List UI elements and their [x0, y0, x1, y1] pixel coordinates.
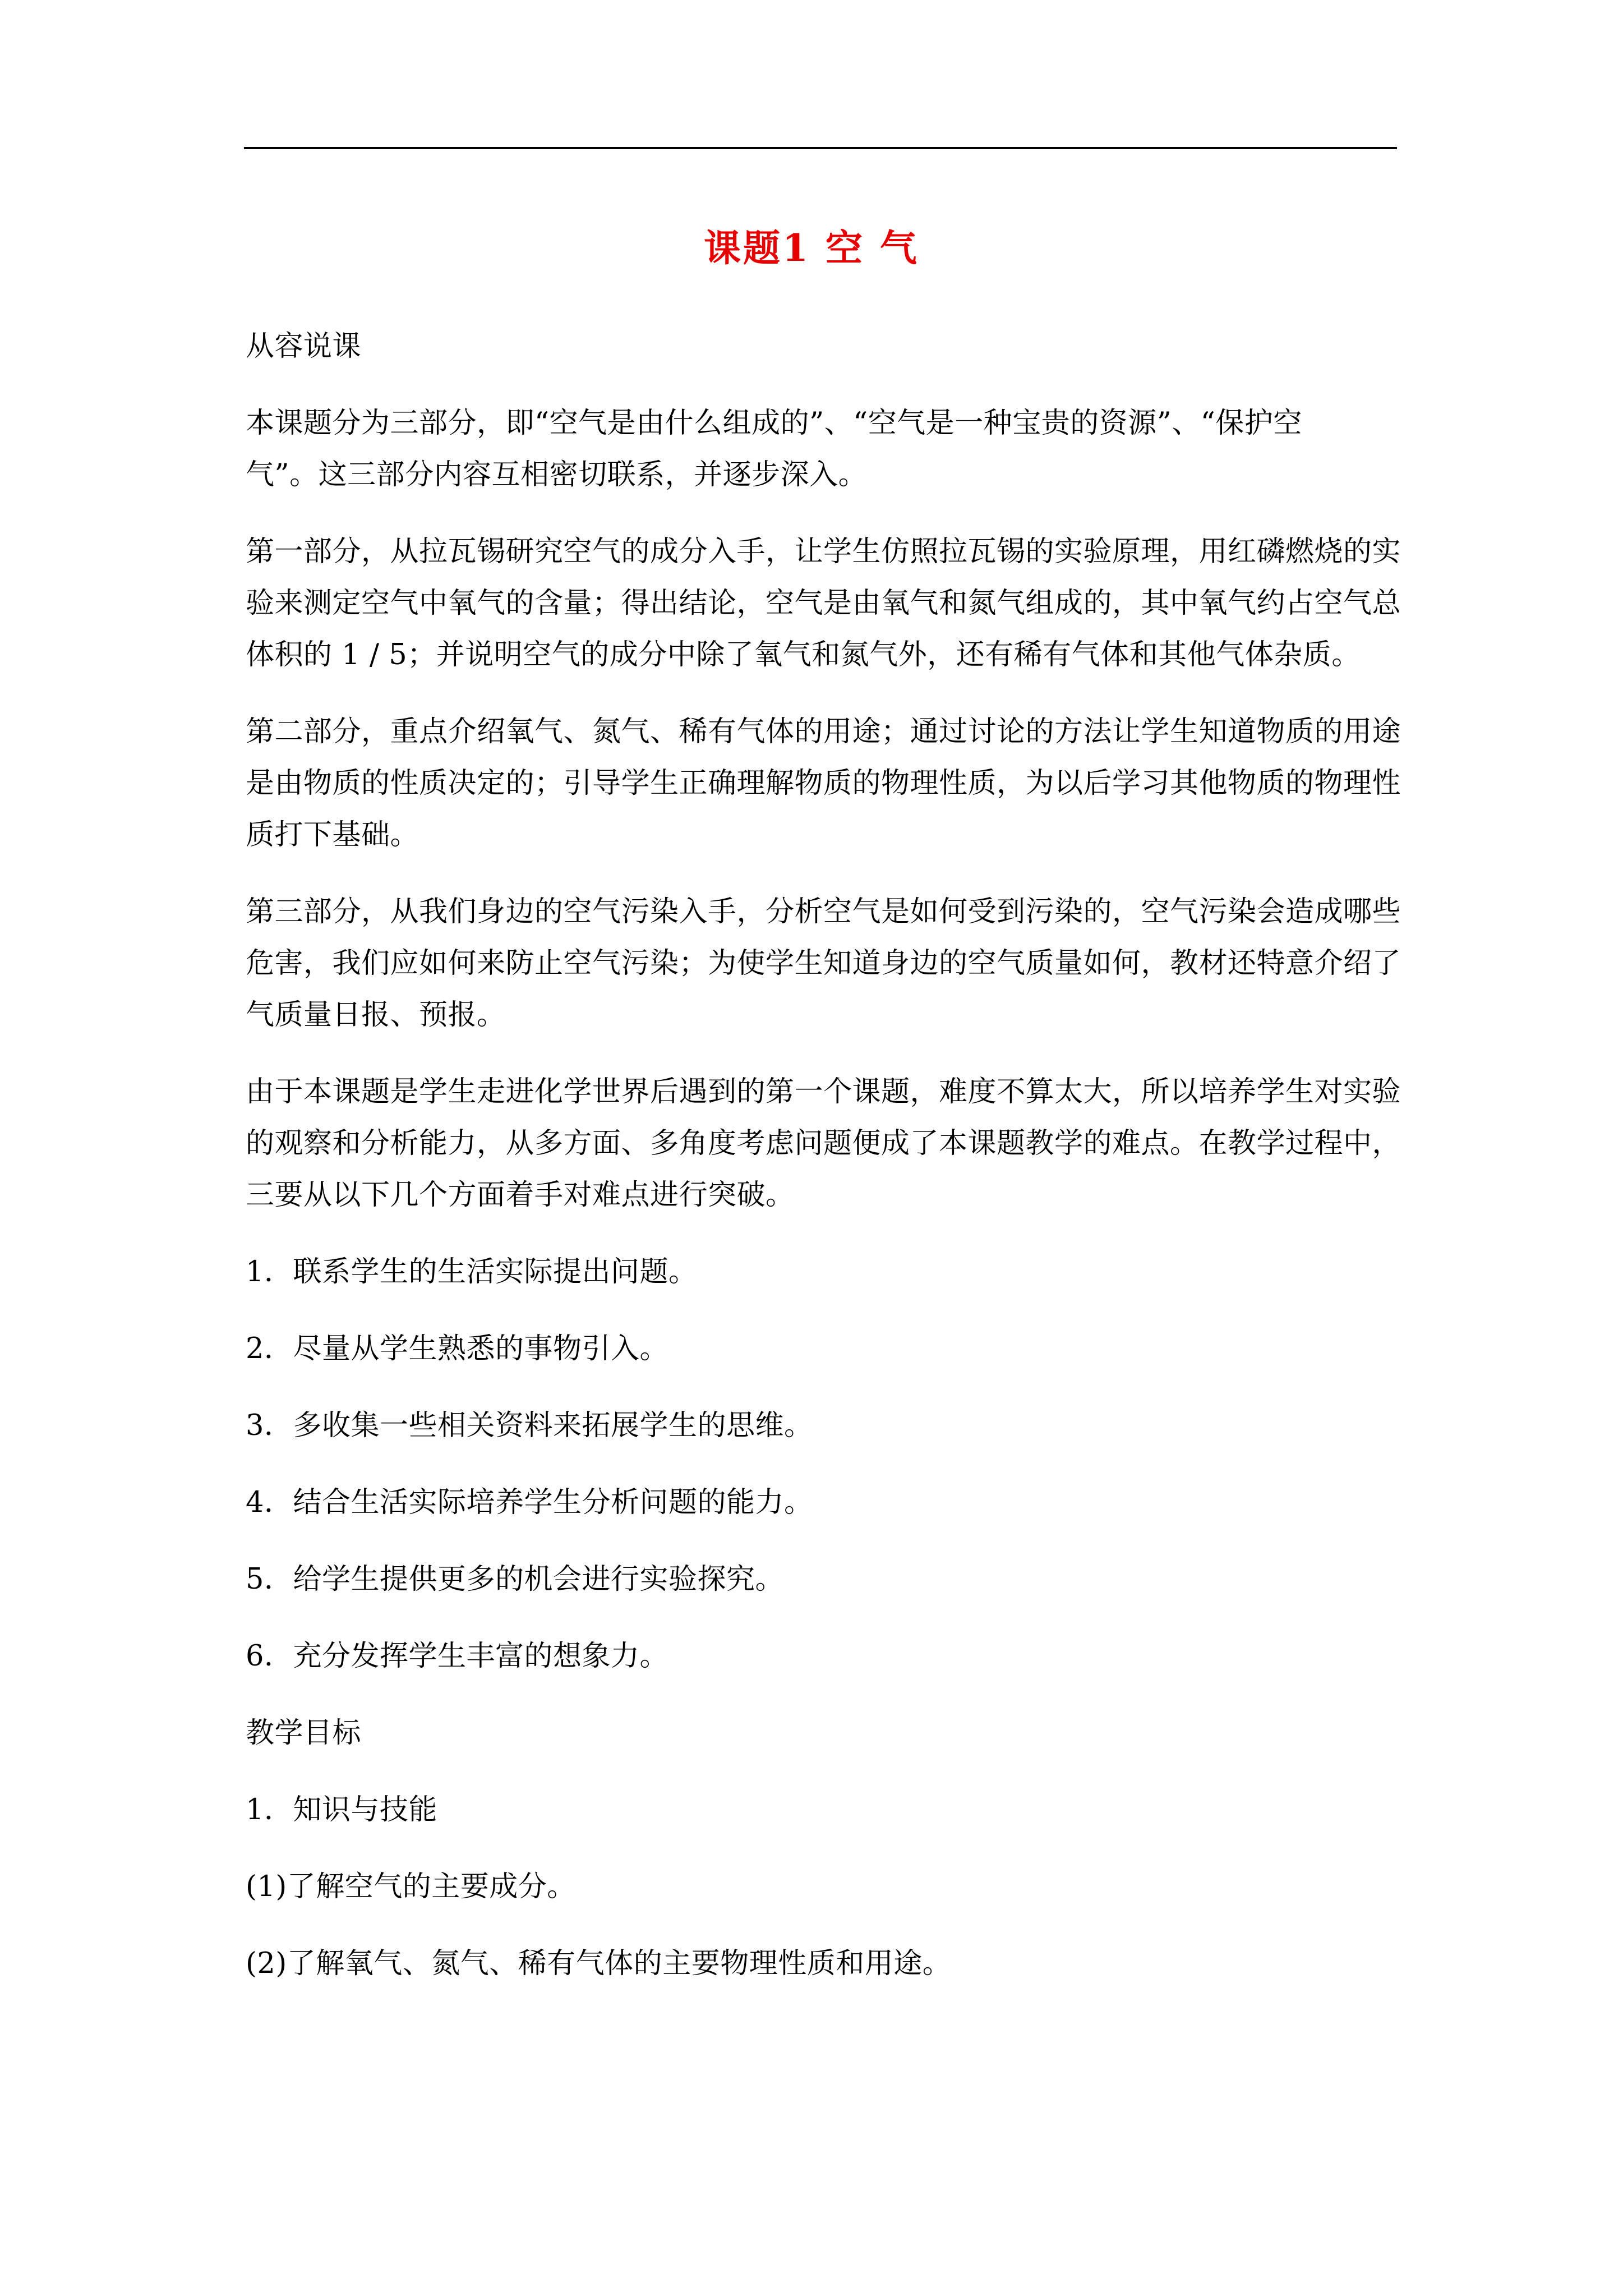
paragraph-gap [246, 681, 1401, 706]
paragraph-gap [246, 372, 1401, 398]
text-line: 三要从以下几个方面着手对难点进行突破。 [246, 1179, 795, 1212]
paragraph [246, 1631, 1401, 1682]
document-title: 课题1 空 气 [704, 226, 919, 270]
text-line: 第一部分，从拉瓦锡研究空气的成分入手，让学生仿照拉瓦锡的实验原理，用红磷燃烧的实 [246, 535, 1401, 568]
text-line: 1．知识与技能 [246, 1793, 437, 1826]
paragraph [246, 1861, 1401, 1913]
paragraph-gap [246, 861, 1401, 886]
text-line: 教学目标 [246, 1717, 362, 1750]
paragraph-gap [246, 1452, 1401, 1477]
text-line: 第二部分，重点介绍氧气、氮气、稀有气体的用途；通过讨论的方法让学生知道物质的用途 [246, 715, 1401, 748]
text-line: 质打下基础。 [246, 818, 419, 852]
document-body [246, 321, 1401, 1990]
paragraph [246, 321, 1401, 372]
paragraph-gap [246, 501, 1401, 526]
paragraph [246, 1708, 1401, 1759]
paragraph [246, 886, 1401, 1041]
text-line: 气”。这三部分内容互相密切联系，并逐步深入。 [246, 458, 868, 491]
paragraph-gap [246, 1529, 1401, 1554]
paragraph-gap [246, 1836, 1401, 1861]
paragraph [246, 1938, 1401, 1990]
paragraph-gap [246, 1913, 1401, 1938]
text-line: (2)了解氧气、氮气、稀有气体的主要物理性质和用途。 [246, 1947, 952, 1980]
text-line: 气质量日报、预报。 [246, 999, 506, 1032]
text-line: 本课题分为三部分，即“空气是由什么组成的”、“空气是一种宝贵的资源”、“保护空 [246, 407, 1302, 440]
text-line: 体积的 1 / 5；并说明空气的成分中除了氧气和氮气外，还有稀有气体和其他气体杂质。 [246, 638, 1361, 671]
paragraph [246, 526, 1401, 681]
paragraph [246, 1477, 1401, 1529]
paragraph-gap [246, 1221, 1401, 1246]
paragraph-gap [246, 1682, 1401, 1708]
text-line: 4．结合生活实际培养学生分析问题的能力。 [246, 1486, 813, 1519]
paragraph-gap [246, 1298, 1401, 1323]
text-line: 由于本课题是学生走进化学世界后遇到的第一个课题，难度不算太大，所以培养学生对实验 [246, 1075, 1401, 1108]
paragraph-gap [246, 1605, 1401, 1631]
paragraph [246, 1323, 1401, 1375]
text-line: 第三部分，从我们身边的空气污染入手，分析空气是如何受到污染的，空气污染会造成哪些 [246, 895, 1401, 928]
text-line: 是由物质的性质决定的；引导学生正确理解物质的物理性质，为以后学习其他物质的物理性 [246, 767, 1401, 800]
text-line: 2．尽量从学生熟悉的事物引入。 [246, 1332, 668, 1365]
paragraph [246, 1066, 1401, 1221]
text-line: 1．联系学生的生活实际提出问题。 [246, 1255, 698, 1289]
paragraph [246, 398, 1401, 501]
paragraph [246, 706, 1401, 861]
paragraph-gap [246, 1375, 1401, 1400]
paragraph [246, 1400, 1401, 1452]
text-line: 5．给学生提供更多的机会进行实验探究。 [246, 1563, 784, 1596]
text-line: 验来测定空气中氧气的含量；得出结论，空气是由氧气和氮气组成的，其中氧气约占空气总 [246, 587, 1401, 620]
text-line: 从容说课 [246, 330, 362, 363]
paragraph [246, 1246, 1401, 1298]
paragraph [246, 1784, 1401, 1836]
paragraph [246, 1554, 1401, 1605]
paragraph-gap [246, 1041, 1401, 1066]
paragraph-gap [246, 1759, 1401, 1784]
text-line: 6．充分发挥学生丰富的想象力。 [246, 1640, 668, 1673]
text-line: 3．多收集一些相关资料来拓展学生的思维。 [246, 1409, 813, 1442]
text-line: 危害，我们应如何来防止空气污染；为使学生知道身边的空气质量如何，教材还特意介绍了 [246, 947, 1401, 980]
text-line: 的观察和分析能力，从多方面、多角度考虑问题便成了本课题教学的难点。在教学过程中， [246, 1127, 1401, 1160]
text-line: (1)了解空气的主要成分。 [246, 1870, 576, 1903]
header-rule [244, 147, 1397, 149]
